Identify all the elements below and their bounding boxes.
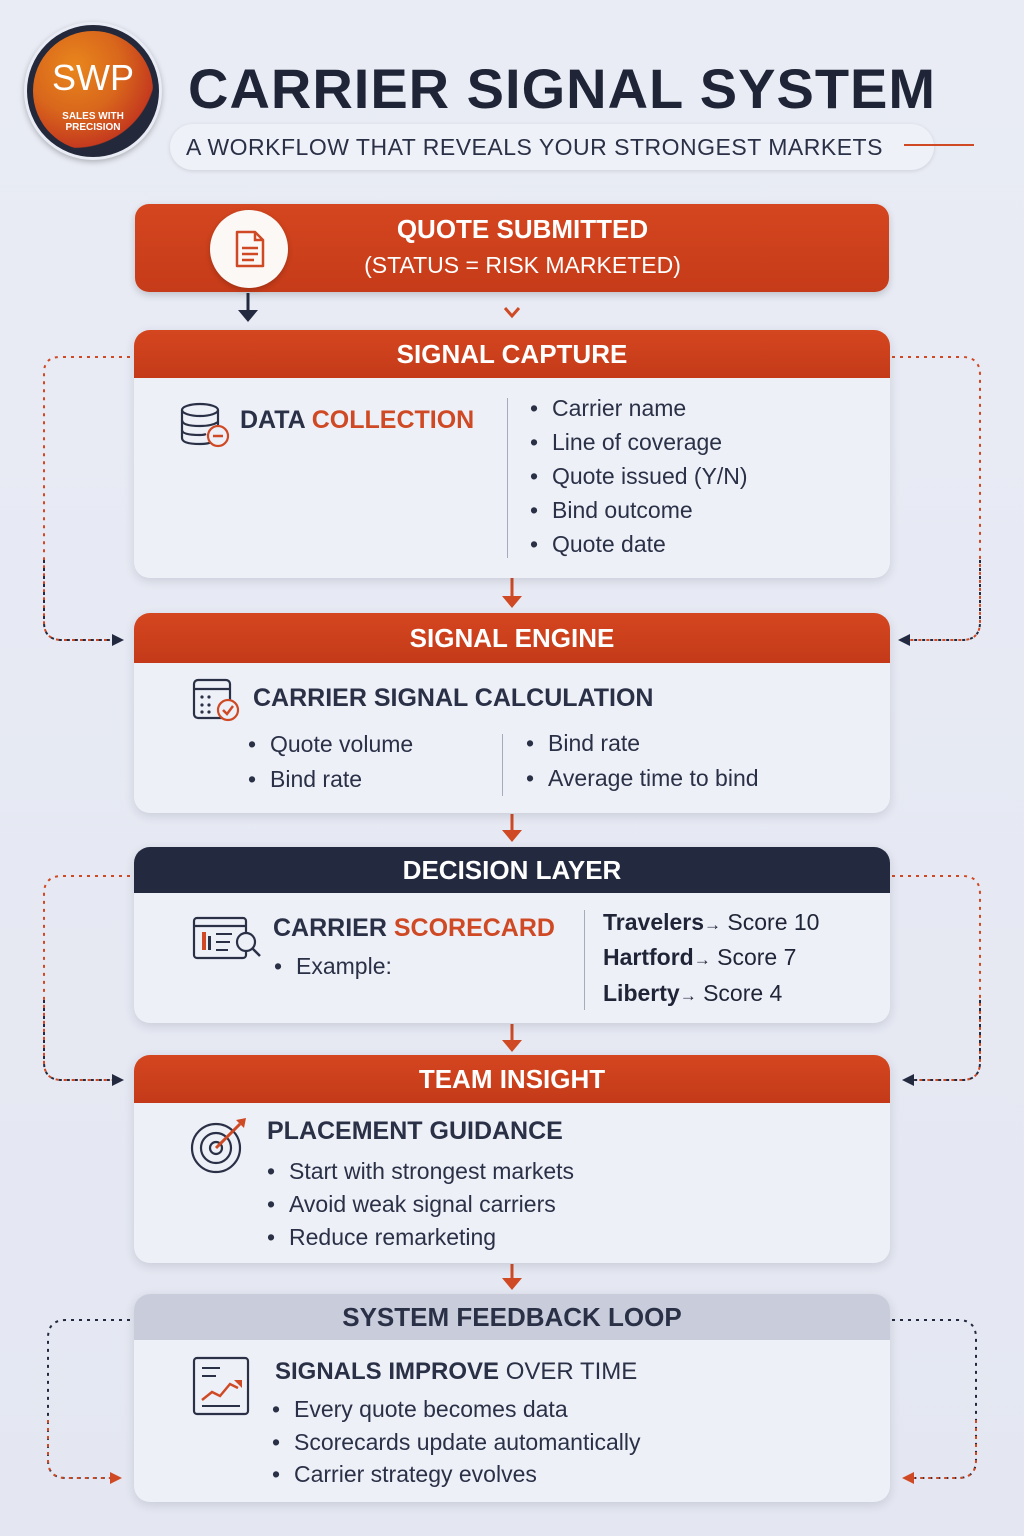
decision-layer-header: DECISION LAYER xyxy=(134,847,890,893)
title-part: DATA xyxy=(240,406,312,434)
arrow-head xyxy=(112,634,124,646)
list-item: • Bind rate xyxy=(526,730,640,757)
loop-connector xyxy=(48,1320,130,1478)
carrier-name: Liberty xyxy=(603,980,680,1006)
quote-submitted-title: QUOTE SUBMITTED xyxy=(396,214,649,244)
scorecard-search-icon xyxy=(192,914,264,967)
list-item: • Scorecards update automantically xyxy=(272,1429,640,1456)
list-item: • Average time to bind xyxy=(526,765,759,792)
arrow-head xyxy=(502,830,522,842)
data-collection-title xyxy=(240,406,474,435)
loop-connector xyxy=(892,876,980,1080)
arrow-head xyxy=(502,1278,522,1290)
quote-submitted-status: (STATUS = RISK MARKETED) xyxy=(364,252,681,278)
list-item: • Carrier name xyxy=(530,395,686,422)
page-subtitle: A WORKFLOW THAT REVEALS YOUR STRONGEST MARKETS xyxy=(186,134,883,160)
list-item: • Start with strongest markets xyxy=(267,1158,574,1185)
divider xyxy=(584,910,585,1010)
signal-engine-header: SIGNAL ENGINE xyxy=(134,613,890,663)
carrier-scorecard-title xyxy=(273,914,555,943)
page-title: CARRIER SIGNAL SYSTEM xyxy=(188,57,937,120)
list-item: • Quote volume xyxy=(248,731,413,758)
carrier-name: Hartford xyxy=(603,944,694,970)
calculator-check-icon xyxy=(192,678,242,729)
arrow-head xyxy=(502,596,522,608)
title-part: SIGNALS IMPROVE xyxy=(275,1358,500,1385)
loop-connector xyxy=(892,1320,976,1478)
list-item: • Every quote becomes data xyxy=(272,1396,568,1423)
arrow-icon: → xyxy=(693,950,711,969)
carrier-score: Score 4 xyxy=(703,980,783,1006)
database-icon xyxy=(178,402,232,453)
example-text: Example: xyxy=(296,953,392,979)
subtitle-accent-line xyxy=(904,144,974,146)
divider xyxy=(507,398,508,558)
title-accent: SCORECARD xyxy=(393,914,555,942)
carrier-score: Score 7 xyxy=(717,944,797,970)
carrier-signal-calc-title: CARRIER SIGNAL CALCULATION xyxy=(253,684,654,712)
loop-connector xyxy=(44,876,130,1080)
arrow-head xyxy=(898,634,910,646)
signal-capture-header: SIGNAL CAPTURE xyxy=(134,330,890,378)
team-insight-header: TEAM INSIGHT xyxy=(134,1055,890,1103)
feedback-loop-header: SYSTEM FEEDBACK LOOP xyxy=(134,1294,890,1340)
chart-report-icon xyxy=(192,1356,252,1423)
arrow-head xyxy=(112,1074,124,1086)
signal-capture-card xyxy=(134,330,890,578)
list-item: • Bind outcome xyxy=(530,497,693,524)
loop-connector xyxy=(44,357,130,640)
logo-tagline: SALES WITH PRECISION xyxy=(62,111,124,133)
target-icon xyxy=(188,1118,250,1179)
signals-improve-title xyxy=(275,1358,637,1386)
swp-logo xyxy=(24,22,162,160)
document-icon xyxy=(210,210,288,288)
list-item: • Bind rate xyxy=(248,766,362,793)
list-item: • Line of coverage xyxy=(530,429,722,456)
arrow-head xyxy=(902,1472,914,1484)
list-item: • Carrier strategy evolves xyxy=(272,1461,537,1488)
arrow-head xyxy=(238,310,258,322)
carrier-name: Travelers xyxy=(603,909,705,935)
title-accent: COLLECTION xyxy=(311,406,475,434)
arrow-icon: → xyxy=(679,986,697,1005)
score-row xyxy=(603,944,796,971)
chevron-down-icon xyxy=(505,308,519,316)
list-item: • Avoid weak signal carriers xyxy=(267,1191,556,1218)
example-label xyxy=(274,953,392,980)
divider xyxy=(502,734,503,796)
arrow-head xyxy=(502,1040,522,1052)
logo-text: SWP xyxy=(51,57,134,98)
score-row xyxy=(603,909,819,936)
list-item: • Quote issued (Y/N) xyxy=(530,463,748,490)
arrow-icon: → xyxy=(704,915,722,934)
arrow-head xyxy=(902,1074,914,1086)
title-part-light: OVER TIME xyxy=(499,1358,638,1385)
placement-guidance-title: PLACEMENT GUIDANCE xyxy=(267,1117,563,1145)
score-row xyxy=(603,980,782,1007)
list-item: • Quote date xyxy=(530,531,666,558)
list-item: • Reduce remarketing xyxy=(267,1224,496,1251)
title-part: CARRIER xyxy=(273,914,394,942)
arrow-head xyxy=(110,1472,122,1484)
loop-connector xyxy=(892,357,980,640)
carrier-score: Score 10 xyxy=(727,909,820,935)
